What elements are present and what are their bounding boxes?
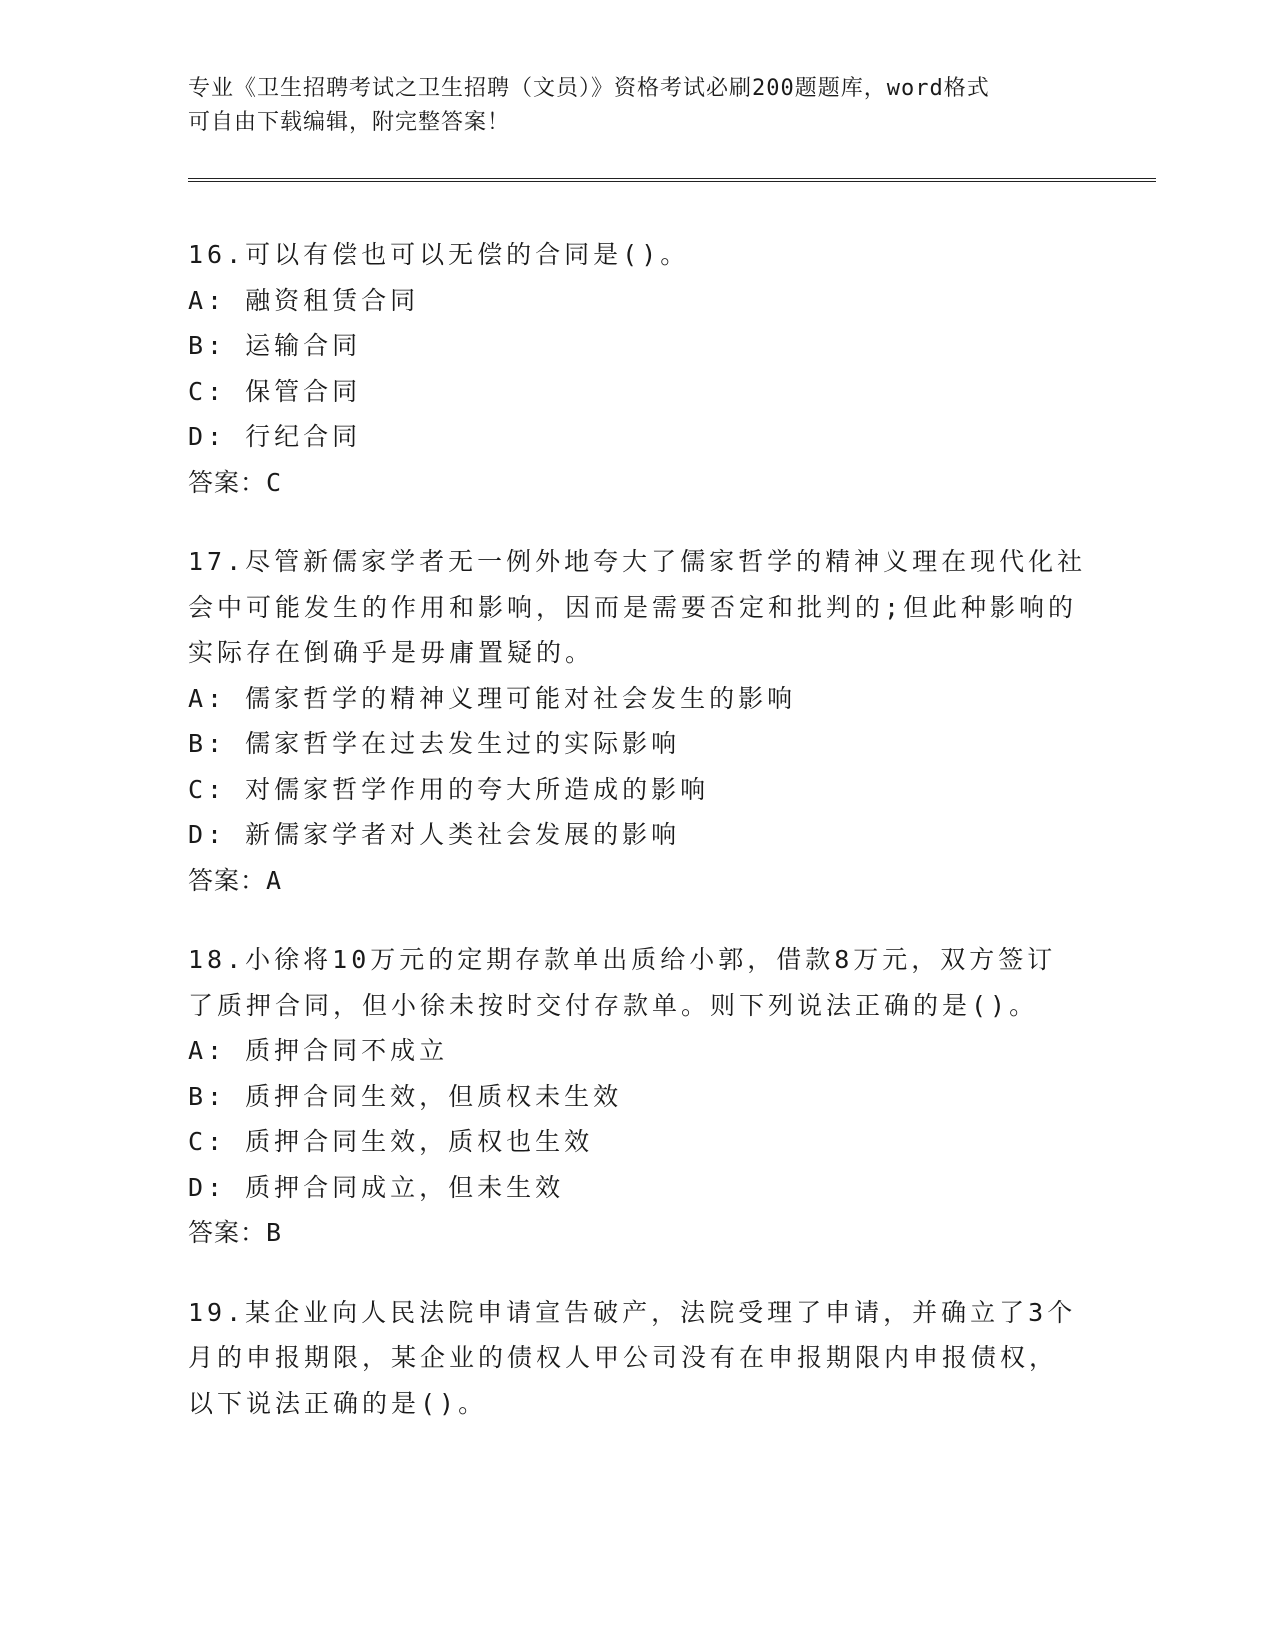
question-stem-line: 月的申报期限，某企业的债权人甲公司没有在申报期限内申报债权，	[188, 1343, 1059, 1372]
answer-label: 答案：	[188, 1218, 267, 1247]
answer-line	[188, 1210, 1088, 1256]
answer-label: 答案：	[188, 865, 267, 895]
option-b: B: 质押合同生效，但质权未生效	[188, 1081, 623, 1111]
option-c: C: 保管合同	[188, 376, 362, 406]
answer-value: C	[266, 467, 283, 497]
answer-line	[188, 858, 1088, 904]
header-line-2: 可自由下载编辑，附完整答案！	[188, 110, 511, 135]
question-19	[188, 1290, 1088, 1427]
answer-value: B	[266, 1218, 283, 1247]
question-stem-line: 16.可以有偿也可以无偿的合同是()。	[188, 240, 690, 269]
question-stem-line: 19.某企业向人民法院申请宣告破产，法院受理了申请，并确立了3个	[188, 1297, 1077, 1327]
question-stem-line: 18.小徐将10万元的定期存款单出质给小郭，借款8万元，双方签订	[188, 945, 1057, 974]
option-d: D: 行纪合同	[188, 422, 362, 451]
question-stem-line: 实际存在倒确乎是毋庸置疑的。	[188, 638, 595, 667]
question-stem-line: 了质押合同，但小徐未按时交付存款单。则下列说法正确的是()。	[188, 990, 1039, 1020]
option-d: D: 新儒家学者对人类社会发展的影响	[188, 820, 681, 849]
document-header	[188, 72, 1068, 140]
question-18	[188, 937, 1088, 1256]
question-17	[188, 539, 1088, 903]
question-16	[188, 232, 1088, 505]
option-a: A: 儒家哲学的精神义理可能对社会发生的影响	[188, 683, 797, 713]
answer-label: 答案：	[188, 467, 267, 497]
answer-line	[188, 460, 1088, 506]
question-stem-line: 以下说法正确的是()。	[188, 1388, 488, 1418]
header-double-rule	[188, 178, 1156, 182]
option-d: D: 质押合同成立，但未生效	[188, 1172, 565, 1202]
question-stem-line: 会中可能发生的作用和影响，因而是需要否定和批判的;但此种影响的	[188, 592, 1078, 622]
option-b: B: 儒家哲学在过去发生过的实际影响	[188, 729, 681, 758]
option-c: C: 质押合同生效，质权也生效	[188, 1127, 594, 1156]
option-c: C: 对儒家哲学作用的夸大所造成的影响	[188, 774, 710, 804]
header-line-1: 专业《卫生招聘考试之卫生招聘（文员）》资格考试必刷200题题库，word格式	[188, 76, 990, 101]
option-a: A: 融资租赁合同	[188, 285, 420, 315]
option-b: B: 运输合同	[188, 331, 362, 360]
answer-value: A	[266, 865, 283, 895]
question-stem-line: 17.尽管新儒家学者无一例外地夸大了儒家哲学的精神义理在现代化社	[188, 547, 1087, 576]
option-a: A: 质押合同不成立	[188, 1036, 449, 1065]
question-list	[188, 232, 1088, 1460]
